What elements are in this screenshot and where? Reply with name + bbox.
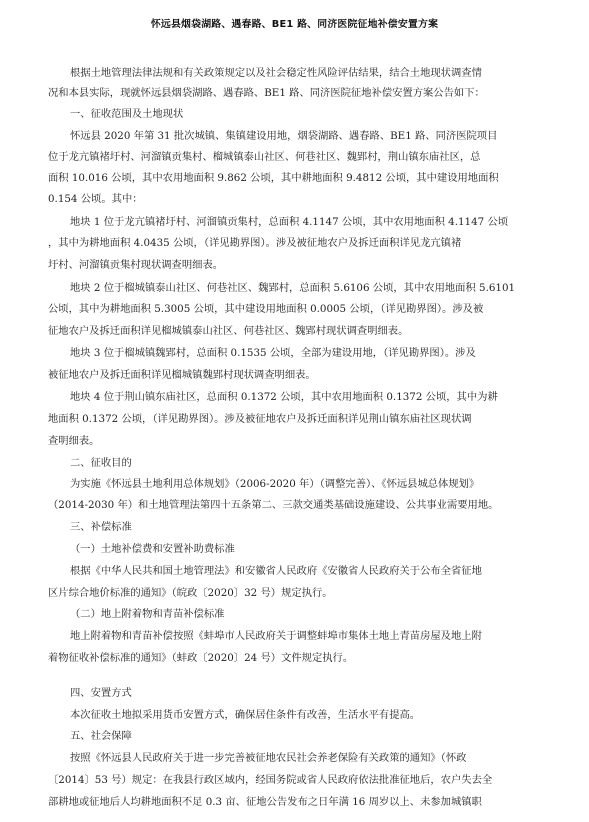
body-line: 〔2014〕53 号）规定：在我县行政区域内，经国务院或省人民政府依法批准征地后，农户失去全 — [48, 774, 493, 786]
body-line: （2014-2030 年）和土地管理法第四十五条第二、三款交通类基础设施建设、公共事业需要用地。 — [48, 499, 499, 511]
body-line: 地块 2 位于榴城镇泰山社区、何巷社区、魏郢村，总面积 5.6106 公顷，其中农用地面积 5.6101 — [70, 282, 516, 294]
body-line: 本次征收土地拟采用货币安置方式，确保居住条件有改善，生活水平有提高。 — [70, 709, 421, 721]
body-line: 面积 10.016 公顷，其中农用地面积 9.862 公顷，其中耕地面积 9.4812 公顷，其中建设用地面积 — [48, 172, 499, 184]
body-line: 地块 4 位于荆山镇东庙社区，总面积 0.1372 公顷，其中农用地面积 0.1372 公顷，其中为耕 — [70, 391, 498, 403]
section-heading: 五、社会保障 — [70, 730, 132, 742]
subsection-heading: （一）土地补偿费和安置补助费标准 — [70, 543, 235, 555]
body-line: 区片综合地价标准的通知》（皖政〔2020〕32 号）规定执行。 — [48, 587, 333, 599]
body-line: 地块 3 位于榴城镇魏郢村，总面积 0.1535 公顷，全部为建设用地，（详见勘界图）。涉及 — [70, 347, 476, 359]
body-line: 地块 1 位于龙亢镇褚圩村、河溜镇贡集村，总面积 4.1147 公顷，其中农用地面积 4.1147 公顷 — [70, 216, 509, 228]
section-heading: 四、安置方式 — [70, 687, 132, 699]
document-title: 怀远县烟袋湖路、遇春路、BE1 路、同济医院征地补偿安置方案 — [150, 19, 439, 30]
body-line: 查明细表。 — [48, 435, 100, 447]
section-heading: 一、征收范围及土地现状 — [70, 108, 184, 120]
section-heading: 二、征收目的 — [70, 457, 132, 469]
body-line: 着物征收补偿标准的通知》（蚌政〔2020〕24 号）文件规定执行。 — [48, 652, 354, 664]
body-line: 况和本县实际，现就怀远县烟袋湖路、遇春路、BE1 路、同济医院征地补偿安置方案公告如下： — [48, 87, 485, 99]
body-line: 根据《中华人民共和国土地管理法》和安徽省人民政府《安徽省人民政府关于公布全省征地 — [70, 565, 482, 577]
body-line: 征地农户及拆迁面积详见榴城镇泰山社区、何巷社区、魏郢村现状调查明细表。 — [48, 325, 409, 337]
body-line: 为实施《怀远县土地利用总体规划》（2006-2020 年）（调整完善）、《怀远县城总体规划》 — [70, 478, 480, 490]
body-line: 位于龙亢镇褚圩村、河溜镇贡集村、榴城镇泰山社区、何巷社区、魏郢村，荆山镇东庙社区，总 — [48, 151, 481, 163]
body-line: 0.154 公顷。其中： — [48, 193, 143, 205]
body-line: 地上附着物和青苗补偿按照《蚌埠市人民政府关于调整蚌埠市集体土地上青苗房屋及地上附 — [70, 630, 482, 642]
body-line: 地面积 0.1372 公顷，（详见勘界图）。涉及被征地农户及拆迁面积详见荆山镇东庙社区现状调 — [48, 413, 472, 425]
subsection-heading: （二）地上附着物和青苗补偿标准 — [70, 608, 225, 620]
body-line: 按照《怀远县人民政府关于进一步完善被征地农民社会养老保险有关政策的通知》（怀政 — [70, 752, 467, 764]
body-line: ，其中为耕地面积 4.0435 公顷，（详见勘界图）。涉及被征地农户及拆迁面积详见龙亢镇褚 — [48, 237, 462, 249]
body-line: 怀远县 2020 年第 31 批次城镇、集镇建设用地，烟袋湖路、遇春路、BE1 路、同济医院项目 — [70, 130, 498, 142]
body-line: 公顷，其中为耕地面积 5.3005 公顷，其中建设用地面积 0.0005 公顷，（详见勘界图）。涉及被 — [48, 303, 484, 315]
body-line: 部耕地或征地后人均耕地面积不足 0.3 亩、征地公告发布之日年满 16 周岁以上、未参加城镇职 — [48, 796, 482, 808]
body-line: 圩村、河溜镇贡集村现状调查明细表。 — [48, 259, 224, 271]
body-line: 根据土地管理法律法规和有关政策规定以及社会稳定性风险评估结果，结合土地现状调查情 — [70, 67, 482, 79]
body-line: 被征地农户及拆迁面积详见榴城镇魏郢村现状调查明细表。 — [48, 369, 316, 381]
section-heading: 三、补偿标准 — [70, 521, 132, 533]
